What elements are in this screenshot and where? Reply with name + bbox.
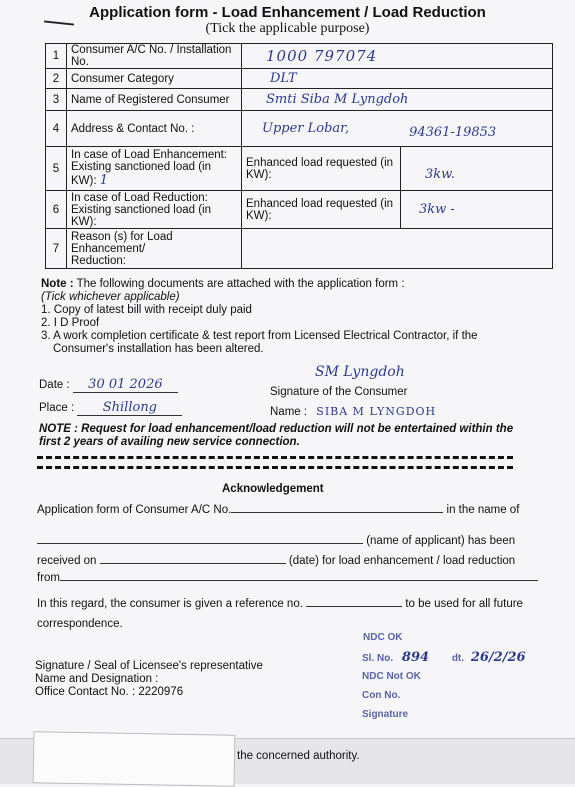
ack-line5 xyxy=(37,598,523,610)
stamp-ndc-not-ok: NDC Not OK xyxy=(362,671,421,682)
stamp-signature: Signature xyxy=(362,709,409,720)
reference-blank[interactable] xyxy=(306,606,402,607)
row-number: 5 xyxy=(46,147,67,191)
row-label: Consumer A/C No. / Installation No. xyxy=(67,44,242,69)
name-row xyxy=(270,405,436,418)
table-row xyxy=(46,44,553,69)
row-value-cell[interactable] xyxy=(242,69,553,89)
place-value[interactable]: Shillong xyxy=(77,400,182,416)
consumer-name-value: Smti Siba M Lyngdoh xyxy=(266,92,409,107)
ack-text: to be used for all future xyxy=(405,598,523,610)
applicant-blank[interactable] xyxy=(37,543,363,544)
row-number: 1 xyxy=(46,44,67,69)
table-row xyxy=(46,69,553,89)
note-tick: (Tick whichever applicable) xyxy=(41,291,180,303)
row-number: 4 xyxy=(46,111,67,147)
ack-text: received on xyxy=(37,555,97,567)
table-row xyxy=(46,111,553,147)
date-row xyxy=(39,377,178,393)
request-label: Enhanced load requested (in KW): xyxy=(246,197,394,222)
ack-text: from xyxy=(37,572,60,584)
ack-text: in the name of xyxy=(446,504,520,516)
row-label-line2: Existing sanctioned load (in KW): xyxy=(71,203,211,228)
footer-text: the concerned authority. xyxy=(237,750,360,762)
note-item: 1. Copy of latest bill with receipt duly paid xyxy=(41,304,252,316)
address-value: Upper Lobar, xyxy=(262,121,350,136)
name-label: Name : xyxy=(270,406,308,418)
existing-load-label: Existing sanctioned load (in KW): xyxy=(71,161,211,187)
ack-text: Application form of Consumer A/C No. xyxy=(37,504,232,516)
request-label-cell xyxy=(242,147,401,191)
request-value-cell[interactable] xyxy=(401,191,553,229)
row-label: Consumer Category xyxy=(67,69,242,89)
table-row xyxy=(46,89,553,111)
row-label xyxy=(67,229,242,269)
request-value-cell[interactable] xyxy=(401,147,553,191)
note-text: The following documents are attached with the application form : xyxy=(76,278,405,290)
table-row xyxy=(46,147,553,191)
account-blank[interactable] xyxy=(231,512,443,513)
row-label-line1: In case of Load Reduction: xyxy=(71,191,208,204)
account-number-value: 1000 797074 xyxy=(266,47,378,65)
stamp-ndc-ok: NDC OK xyxy=(363,632,403,643)
row-label-line2 xyxy=(71,161,237,188)
stamp-con-no: Con No. xyxy=(362,690,401,701)
reason-value-cell[interactable] xyxy=(242,229,553,269)
table-row xyxy=(46,229,553,269)
signature-label: Signature of the Consumer xyxy=(270,386,408,398)
warning-line2: first 2 years of availing new service connection. xyxy=(39,436,300,448)
ack-text: (name of applicant) has been xyxy=(366,535,516,547)
note-item: 3. A work completion certificate & test report from Licensed Electrical Contractor, if the xyxy=(41,330,478,342)
consumer-signature-mark: SM Lyngdoh xyxy=(315,364,405,380)
row-label xyxy=(67,191,242,229)
name-value[interactable]: SIBA M LYNGDOH xyxy=(316,405,437,418)
row-label: Address & Contact No. : xyxy=(67,111,242,147)
row-number: 3 xyxy=(46,89,67,111)
received-date-blank[interactable] xyxy=(100,563,286,564)
ack-line4 xyxy=(37,572,538,584)
row-value-cell[interactable] xyxy=(242,111,553,147)
table-row xyxy=(46,191,553,229)
request-label-cell xyxy=(242,191,401,229)
contact-value: 94361-19853 xyxy=(409,125,497,140)
note-heading: Note : xyxy=(41,278,74,290)
date-value[interactable]: 30 01 2026 xyxy=(73,377,178,393)
ack-text: (date) for load enhancement / load reduction xyxy=(288,555,516,567)
row-label: Name of Registered Consumer xyxy=(67,89,242,111)
note-item: 2. I D Proof xyxy=(41,317,100,329)
folded-paper-flap xyxy=(33,731,236,787)
row-label-line1: Reason (s) for Load Enhancement/ xyxy=(71,230,173,255)
warning-line1: NOTE : Request for load enhancement/load reduction will not be entertained within the xyxy=(39,423,514,435)
row-value-cell[interactable] xyxy=(242,44,553,69)
note-section xyxy=(41,278,561,356)
ack-text: In this regard, the consumer is given a reference no. xyxy=(37,598,303,610)
place-label: Place : xyxy=(39,402,75,414)
ack-line3 xyxy=(37,555,515,567)
date-label: Date : xyxy=(39,379,70,391)
existing-load-value: 1 xyxy=(99,173,109,188)
licensee-signature xyxy=(35,660,263,699)
note-item: Consumer's installation has been altered. xyxy=(53,343,264,355)
place-row xyxy=(39,400,182,416)
dashed-separator xyxy=(37,466,513,469)
dashed-separator xyxy=(37,456,513,459)
request-label: Enhanced load requested (in KW): xyxy=(246,156,394,181)
office-contact: Office Contact No. : 2220976 xyxy=(35,686,184,698)
stamp-serial-value: 894 xyxy=(401,650,430,665)
category-value: DLT xyxy=(270,71,297,86)
stamp-date-label: dt. xyxy=(451,653,465,664)
requested-load-value: 3kw - xyxy=(419,202,455,217)
licensee-signature-label: Signature / Seal of Licensee's representative xyxy=(35,660,263,672)
row-value-cell[interactable] xyxy=(242,89,553,111)
stamp-serial xyxy=(362,650,526,665)
row-number: 6 xyxy=(46,191,67,229)
from-blank[interactable] xyxy=(60,580,538,581)
form-title: Application form - Load Enhancement / Load Reduction xyxy=(89,4,486,21)
row-label xyxy=(67,147,242,191)
ack-line1 xyxy=(37,504,519,516)
requested-load-value: 3kw. xyxy=(425,167,455,182)
ack-text: correspondence. xyxy=(37,618,123,630)
ack-line2 xyxy=(37,535,515,547)
acknowledgement-title: Acknowledgement xyxy=(222,483,324,495)
stamp-date-value: 26/2/26 xyxy=(470,650,526,665)
row-number: 2 xyxy=(46,69,67,89)
row-number: 7 xyxy=(46,229,67,269)
designation-label: Name and Designation : xyxy=(35,673,159,685)
stamp-serial-label: Sl. No. xyxy=(362,653,394,664)
warning-note xyxy=(39,423,559,449)
row-label-line2: Reduction: xyxy=(71,254,126,267)
row-label-line1: In case of Load Enhancement: xyxy=(71,149,227,161)
application-table xyxy=(45,43,553,269)
form-subtitle: (Tick the applicable purpose) xyxy=(205,21,370,36)
